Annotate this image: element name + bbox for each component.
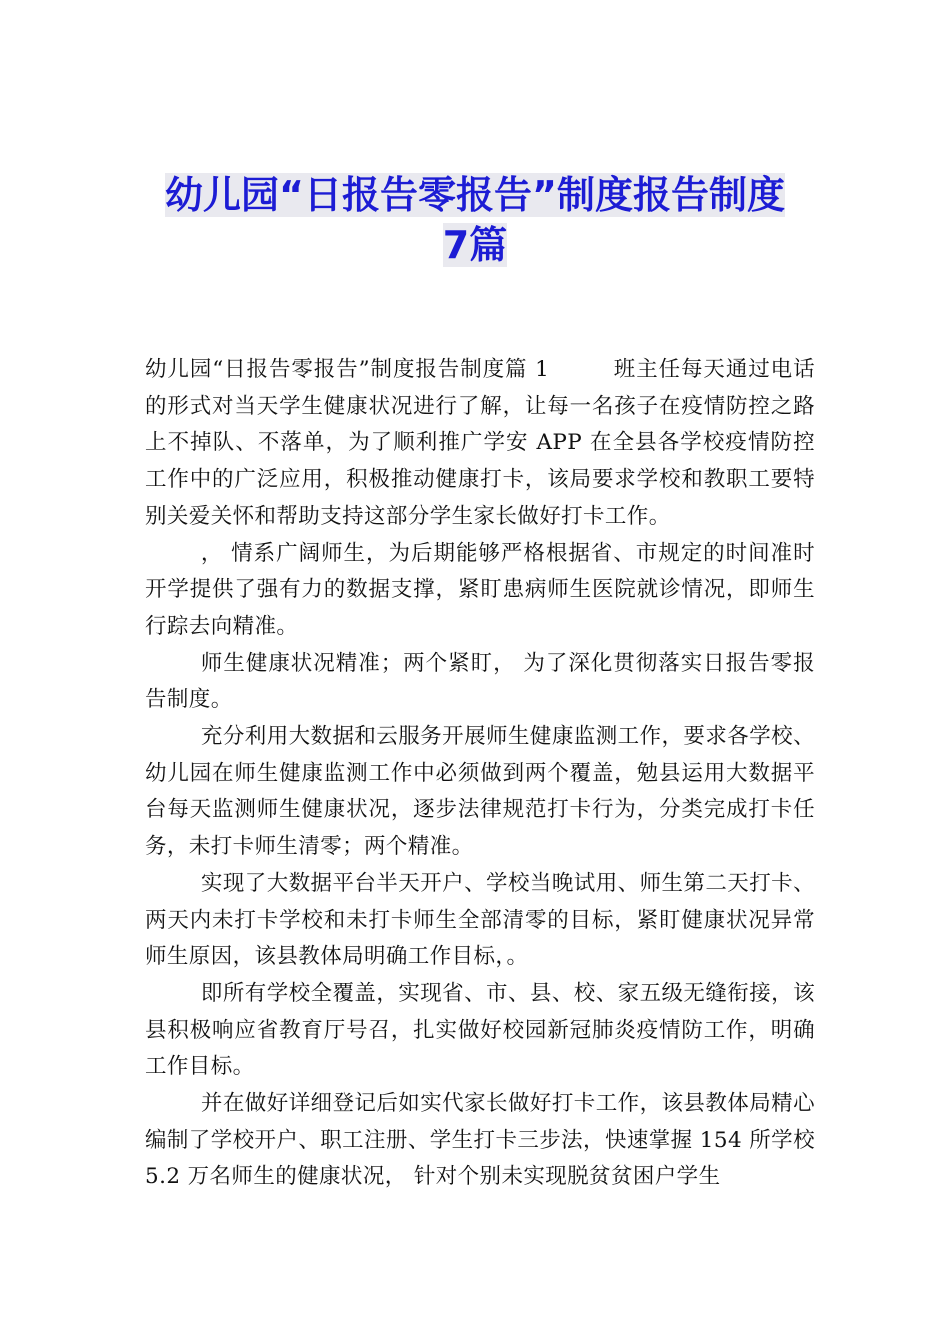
paragraph-1: [145, 352, 815, 536]
section-heading: 幼儿园“日报告零报告”制度报告制度篇 1: [145, 357, 550, 382]
document-body: [145, 352, 815, 1196]
title-line-2: 7篇: [442, 223, 508, 267]
title-line-1: 幼儿园“日报告零报告”制度报告制度: [165, 173, 785, 217]
paragraph-3: 师生健康状况精准；两个紧盯， 为了深化贯彻落实日报告零报告制度。: [145, 650, 815, 713]
paragraph-2: ， 情系广阔师生，为后期能够严格根据省、市规定的时间准时开学提供了强有力的数据支撑，紧盯患病师生医院就诊情况，即师生行踪去向精准。: [145, 540, 815, 639]
paragraph-4: 充分利用大数据和云服务开展师生健康监测工作，要求各学校、幼儿园在师生健康监测工作中必须做到两个覆盖，勉县运用大数据平台每天监测师生健康状况，逐步法律规范打卡行为，分类完成打卡任务，未打卡师生清零；两个精准。: [145, 724, 815, 860]
paragraph-6: 即所有学校全覆盖，实现省、市、县、校、家五级无缝衔接，该县积极响应省教育厅号召，扎实做好校园新冠肺炎疫情防工作，明确工作目标。: [145, 980, 815, 1080]
paragraph-1-text: 班主任每天通过电话的形式对当天学生健康状况进行了解，让每一名孩子在疫情防控之路上不掉队、不落单，为了顺利推广学安 APP 在全县各学校疫情防控工作中的广泛应用，积极推动健康打卡，该局要求学校和教职工要特别关爱关怀和帮助支持这部分学生家长做好打卡工作。: [145, 357, 815, 529]
paragraph-5: 实现了大数据平台半天开户、学校当晚试用、师生第二天打卡、两天内未打卡学校和未打卡师生全部清零的目标，紧盯健康状况异常师生原因，该县教体局明确工作目标，。: [145, 870, 815, 970]
paragraph-7: 并在做好详细登记后如实代家长做好打卡工作，该县教体局精心编制了学校开户、职工注册、学生打卡三步法，快速掌握 154 所学校 5.2 万名师生的健康状况， 针对个别未实现脱贫贫困户学生: [145, 1091, 815, 1190]
document-title: [145, 170, 805, 270]
